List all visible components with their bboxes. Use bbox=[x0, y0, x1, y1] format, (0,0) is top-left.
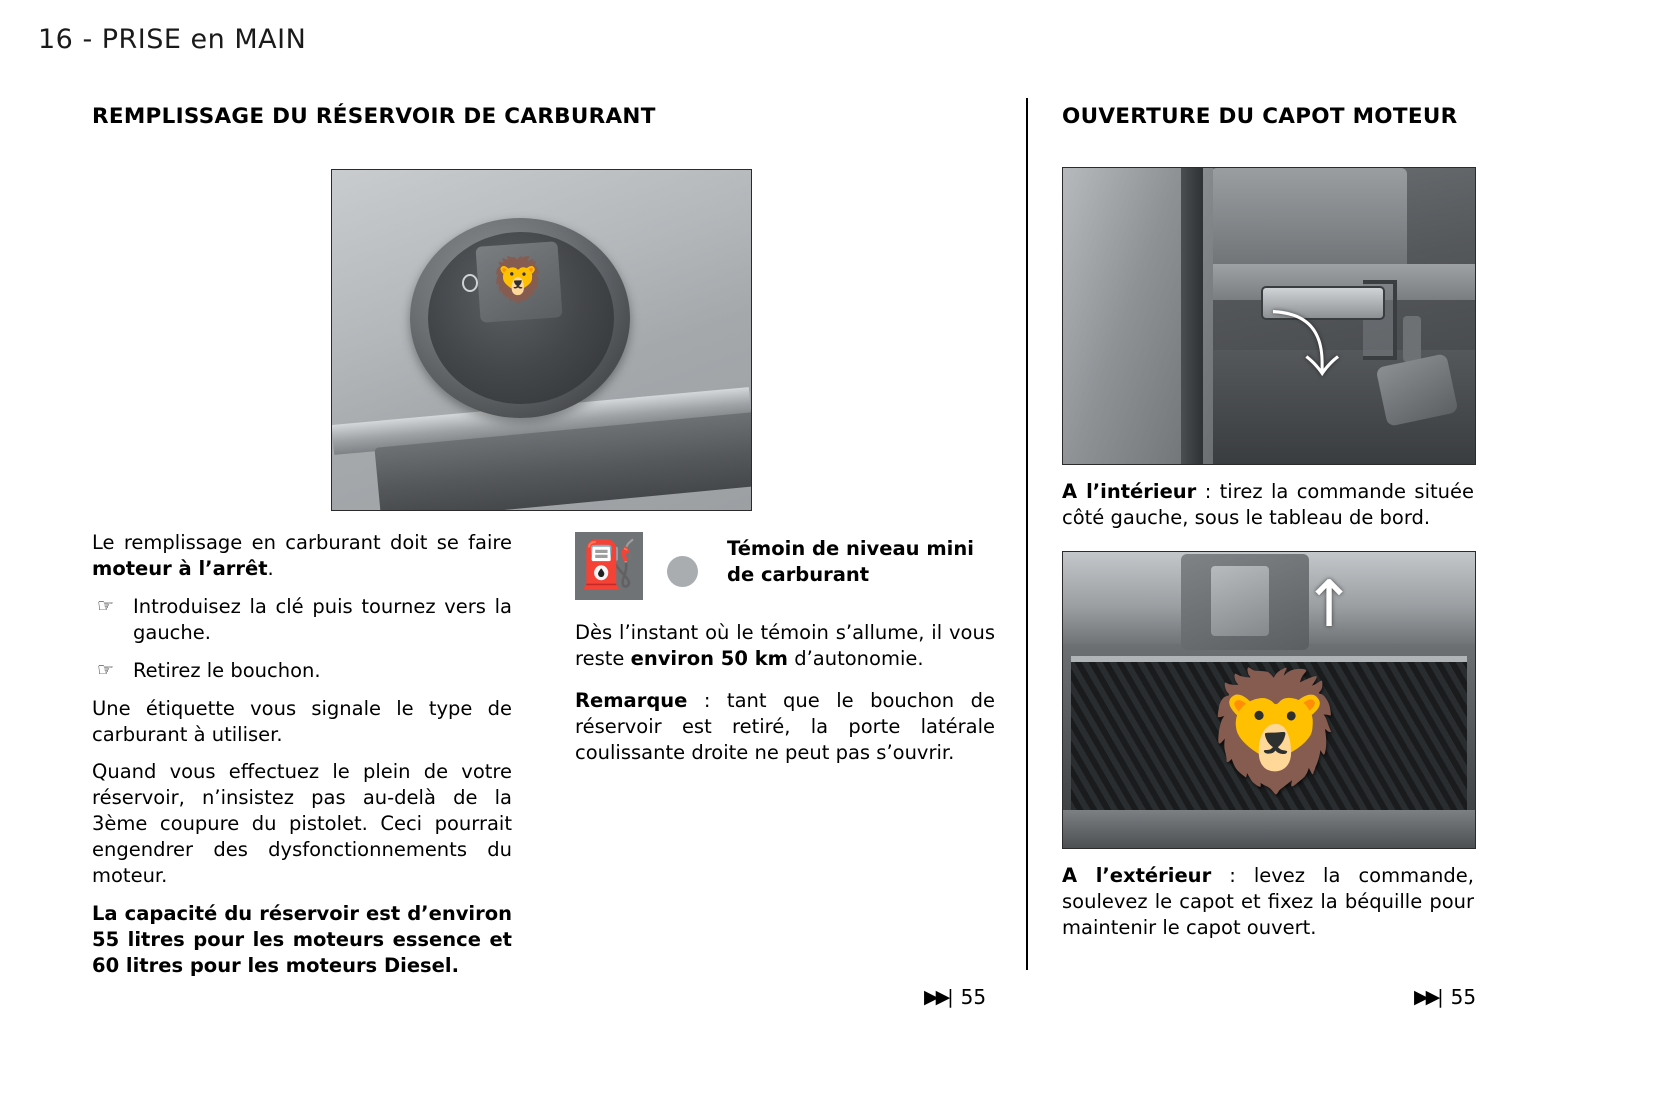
fuel-filler-flap-photo bbox=[331, 169, 752, 511]
cross-reference-right bbox=[1414, 985, 1476, 1009]
range-paragraph bbox=[575, 620, 995, 672]
fuel-label-paragraph: Une étiquette vous signale le type de carburant à utiliser. bbox=[92, 696, 512, 746]
section-title-fuel: REMPLISSAGE DU RÉSERVOIR DE CARBURANT bbox=[92, 104, 656, 129]
pointing-hand-icon: ☞ bbox=[97, 658, 115, 681]
fuel-pump-glyph: ⛽ bbox=[580, 537, 638, 591]
list-item-label: Retirez le bouchon. bbox=[133, 658, 321, 682]
forward-arrow-icon: ▶▶| bbox=[924, 986, 951, 1008]
cross-reference-page-right: 55 bbox=[1450, 985, 1477, 1009]
cross-reference-page-left: 55 bbox=[960, 985, 987, 1009]
warning-lamp-header bbox=[575, 530, 995, 620]
caption-outside-text: : levez la commande, soulevez le capot et fixez la béquille pour maintenir le capot ouvert. bbox=[1062, 864, 1474, 939]
pedal-arm bbox=[1403, 316, 1421, 362]
caption-hood-exterior bbox=[1062, 863, 1474, 941]
forward-arrow-icon: ▶▶| bbox=[1414, 986, 1441, 1008]
hood-release-interior-photo bbox=[1062, 167, 1476, 465]
column-divider bbox=[1026, 98, 1028, 970]
left-column bbox=[92, 104, 1002, 131]
caption-outside-label: A l’extérieur bbox=[1062, 864, 1212, 887]
section-title-hood: OUVERTURE DU CAPOT MOTEUR bbox=[1062, 104, 1458, 129]
lift-direction-arrow-icon: ↑ bbox=[1302, 568, 1356, 642]
remark-label: Remarque bbox=[575, 688, 688, 712]
peugeot-lion-icon: 🦁 bbox=[490, 255, 546, 306]
right-column bbox=[1062, 104, 1474, 131]
hood-latch-exterior-photo bbox=[1062, 551, 1476, 849]
range-text-2: d’autonomie. bbox=[788, 646, 924, 670]
fuel-intro-text-2: . bbox=[267, 556, 274, 580]
fuel-warning-lamp-block bbox=[575, 530, 995, 782]
range-text-1: Dès l’instant où le témoin s’allume, il vous reste bbox=[575, 621, 995, 670]
caption-inside-label: A l’intérieur bbox=[1062, 480, 1197, 503]
fuel-intro-bold: moteur à l’arrêt bbox=[92, 556, 268, 580]
caption-inside-text: : tirez la commande située côté gauche, sous le tableau de bord. bbox=[1062, 480, 1474, 529]
list-item bbox=[92, 594, 512, 646]
page-title: 16 - PRISE en MAIN bbox=[38, 24, 307, 55]
remark-paragraph bbox=[575, 688, 995, 766]
fuel-intro-text-1: Le remplissage en carburant doit se faire bbox=[92, 531, 512, 554]
pointing-hand-icon: ☞ bbox=[97, 594, 115, 617]
hood-latch-catch bbox=[1211, 566, 1269, 636]
front-bumper bbox=[1063, 810, 1475, 848]
fuel-capacity-paragraph: La capacité du réservoir est d’environ 55 litres pour les moteurs essence et 60 litres pour les moteurs Diesel. bbox=[92, 902, 512, 977]
seat-base bbox=[1211, 168, 1407, 264]
fuel-filling-paragraph: Quand vous effectuez le plein de votre réservoir, n’insistez pas au-delà de la 3ème coupure du pistolet. Ceci pourrait engendrer des dysfonctionnements du moteur. bbox=[92, 760, 512, 888]
warning-lamp-title: Témoin de niveau mini de carburant bbox=[727, 537, 974, 587]
pull-direction-arrow-icon: ⤵ bbox=[1270, 305, 1340, 387]
cross-reference-left bbox=[924, 985, 986, 1009]
lock-barrel-icon bbox=[462, 274, 478, 292]
door-edge bbox=[1181, 168, 1203, 464]
list-item bbox=[92, 658, 512, 684]
peugeot-lion-emblem-icon: 🦁 bbox=[1203, 664, 1348, 799]
warning-lamp-indicator bbox=[667, 556, 698, 587]
fuel-instructions bbox=[92, 530, 512, 979]
fuel-intro bbox=[92, 530, 512, 582]
caption-hood-interior bbox=[1062, 479, 1474, 531]
list-item-label: Introduisez la clé puis tournez vers la gauche. bbox=[133, 594, 512, 644]
fuel-pump-icon bbox=[575, 532, 643, 600]
range-bold: environ 50 km bbox=[630, 646, 788, 670]
remark-text: : tant que le bouchon de réservoir est retiré, la porte latérale coulissante droite ne peut pas s’ouvrir. bbox=[575, 688, 995, 764]
